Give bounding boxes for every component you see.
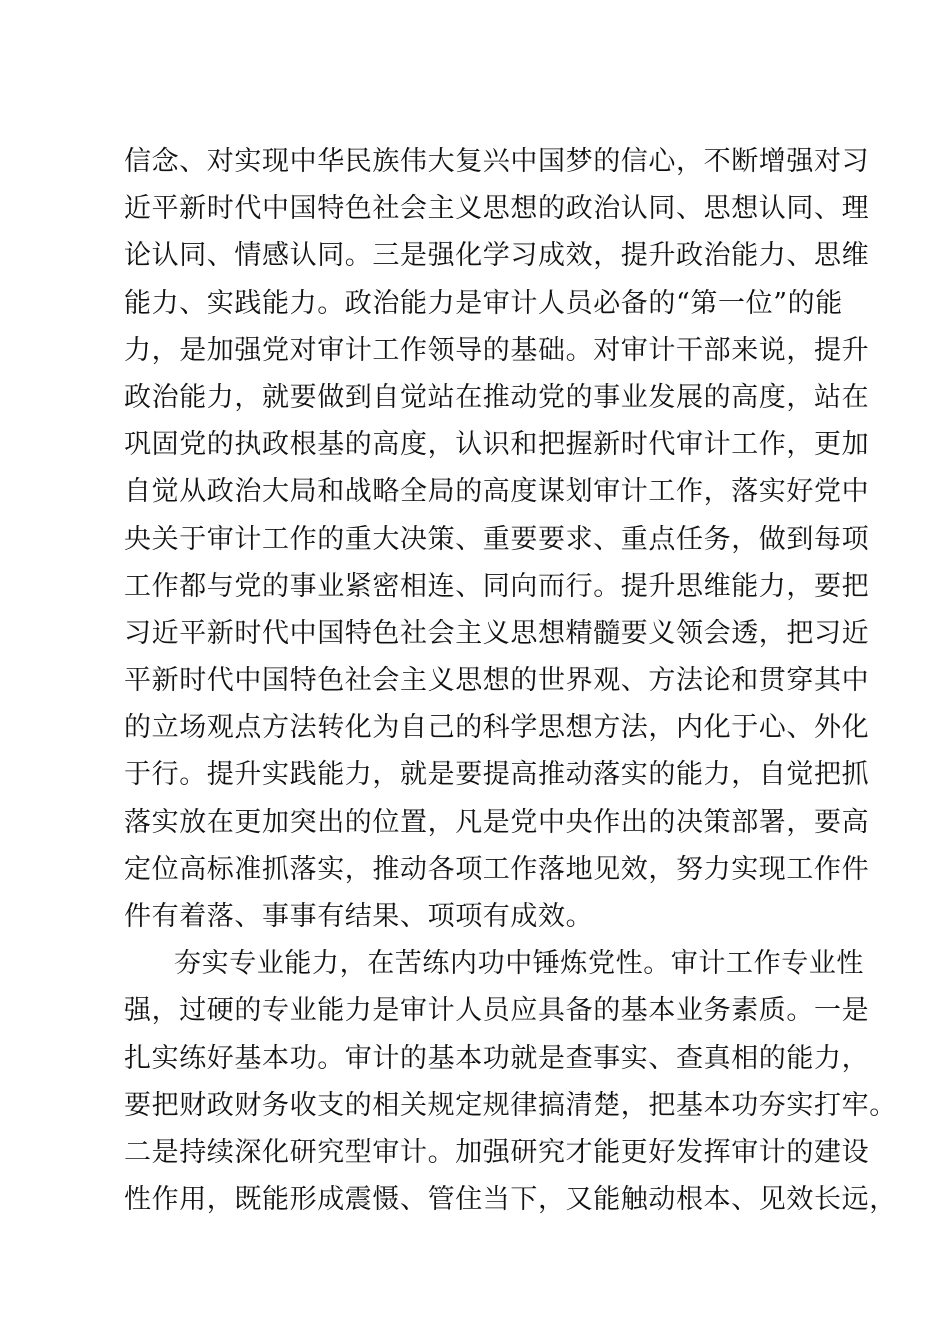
text-line: 工作都与党的事业紧密相连、同向而行。提升思维能力，要把 [124,570,870,602]
text-line: 央关于审计工作的重大决策、重要要求、重点任务，做到每项 [124,523,870,555]
text-line: 于行。提升实践能力，就是要提高推动落实的能力，自觉把抓 [124,759,870,791]
text-line: 巩固党的执政根基的高度，认识和把握新时代审计工作，更加 [124,429,870,461]
body-text [124,138,897,1223]
text-line: 信念、对实现中华民族伟大复兴中国梦的信心，不断增强对习 [124,146,870,177]
text-line: 自觉从政治大局和战略全局的高度谋划审计工作，落实好党中 [124,476,870,508]
text-line: 的立场观点方法转化为自己的科学思想方法，内化于心、外化 [124,712,870,744]
text-line: 近平新时代中国特色社会主义思想的政治认同、思想认同、理 [124,193,870,225]
text-line: 性作用，既能形成震慑、管住当下，又能触动根本、见效长远， [124,1184,897,1216]
text-line: 夯实专业能力，在苦练内功中锤炼党性。审计工作专业性 [174,948,864,980]
text-line: 论认同、情感认同。三是强化学习成效，提升政治能力、思维 [124,240,870,272]
text-line: 平新时代中国特色社会主义思想的世界观、方法论和贯穿其中 [124,665,870,697]
text-line: 力，是加强党对审计工作领导的基础。对审计干部来说，提升 [124,334,870,366]
text-line: 要把财政财务收支的相关规定规律搞清楚，把基本功夯实打牢。 [124,1089,897,1121]
text-line: 能力、实践能力。政治能力是审计人员必备的“第一位”的能 [124,287,843,319]
text-line: 件有着落、事事有结果、项项有成效。 [124,901,594,932]
text-line: 落实放在更加突出的位置，凡是党中央作出的决策部署，要高 [124,806,870,838]
text-line: 政治能力，就要做到自觉站在推动党的事业发展的高度，站在 [124,381,870,413]
text-line: 强，过硬的专业能力是审计人员应具备的基本业务素质。一是 [124,995,870,1027]
text-line: 二是持续深化研究型审计。加强研究才能更好发挥审计的建设 [124,1136,870,1168]
text-line: 定位高标准抓落实，推动各项工作落地见效，努力实现工作件 [124,853,870,885]
text-line: 扎实练好基本功。审计的基本功就是查事实、查真相的能力， [124,1042,870,1074]
text-line: 习近平新时代中国特色社会主义思想精髓要义领会透，把习近 [124,617,870,649]
